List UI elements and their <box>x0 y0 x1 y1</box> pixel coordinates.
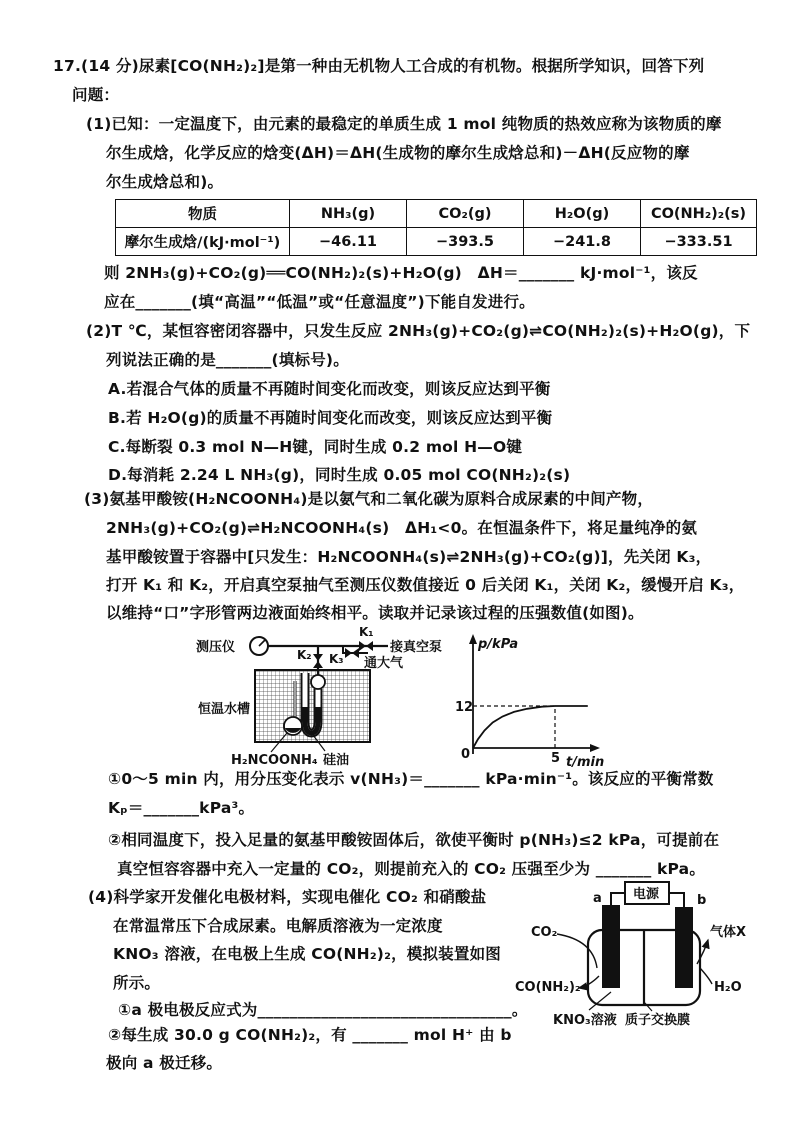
air-label: 通大气 <box>364 656 404 671</box>
part3-q1-line-1: ①0～5 min 内，用分压变化表示 v(NH₃)＝_______ kPa·min⁻¹。该反应的平衡常数 <box>108 770 714 788</box>
table-header-substance: 物质 <box>116 200 290 228</box>
valve-k3-icon <box>345 648 359 658</box>
part3-q2-line-2: 真空恒容容器中充入一定量的 CO₂，则提前充入的 CO₂ 压强至少为 _______ kPa。 <box>117 860 706 878</box>
part3-line-3: 基甲酸铵置于容器中[只发生：H₂NCOONH₄(s)⇌2NH₃(g)+CO₂(g)]，先关闭 K₃， <box>106 548 712 566</box>
oil-label: 硅油 <box>323 753 350 768</box>
table-value-row <box>116 228 757 256</box>
vacuum-label: 接真空泵 <box>390 640 443 655</box>
pressure-time-graph <box>448 626 613 771</box>
electrode-b-label: b <box>697 893 707 908</box>
y-axis-arrow-icon <box>469 634 477 644</box>
part1-blank-line: 应在_______(填“高温”“低温”或“任意温度”)下能自发进行。 <box>104 293 535 311</box>
part4-line-1: (4)科学家开发催化电极材料，实现电催化 CO₂ 和硝酸盐 <box>88 888 487 906</box>
solution-label: KNO₃溶液 <box>553 1013 617 1028</box>
bulb-icon <box>311 675 325 689</box>
valve-k2-icon <box>313 654 323 668</box>
enthalpy-co2: −393.5 <box>407 228 524 256</box>
option-c: C.每断裂 0.3 mol N—H键，同时生成 0.2 mol H—O键 <box>108 438 523 456</box>
table-header-nh3: NH₃(g) <box>290 200 407 228</box>
part3-q2-line-1: ②相同温度下，投入足量的氨基甲酸铵固体后，欲使平衡时 p(NH₃)≤2 kPa，可提前在 <box>108 831 720 849</box>
q17-intro-line-2: 问题： <box>72 86 120 104</box>
part3-line-4: 打开 K₁ 和 K₂，开启真空泵抽气至测压仪数值接近 0 后关闭 K₁，关闭 K₂，缓慢开启 K₃， <box>106 576 745 594</box>
electrode-b <box>675 907 693 988</box>
table-header-urea: CO(NH₂)₂(s) <box>641 200 757 228</box>
table-header-row <box>116 200 757 228</box>
part3-line-1: (3)氨基甲酸铵(H₂NCOONH₄)是以氨气和二氧化碳为原料合成尿素的中间产物， <box>84 490 654 508</box>
sample-label: H₂NCOONH₄ <box>231 753 318 768</box>
co2-label: CO₂ <box>531 925 558 940</box>
q17-intro-line-1: 17.(14 分)尿素[CO(NH₂)₂]是第一种由无机物人工合成的有机物。根据所学知识，回答下列 <box>53 57 705 75</box>
table-header-h2o: H₂O(g) <box>524 200 641 228</box>
enthalpy-h2o: −241.8 <box>524 228 641 256</box>
graph-xlabel: t/min <box>566 755 605 770</box>
option-a: A.若混合气体的质量不再随时间变化而改变，则该反应达到平衡 <box>108 380 551 398</box>
valve-k1-icon <box>359 641 373 651</box>
k2-label: K₂ <box>297 648 312 662</box>
part2-line-2: 列说法正确的是_______(填标号)。 <box>106 351 349 369</box>
part1-line-1: (1)已知：一定温度下，由元素的最稳定的单质生成 1 mol 纯物质的热效应称为该物质的摩 <box>86 115 722 133</box>
graph-origin: 0 <box>461 747 471 762</box>
k3-label: K₃ <box>329 652 344 666</box>
option-d: D.每消耗 2.24 L NH₃(g)，同时生成 0.05 mol CO(NH₂)₂(s) <box>108 466 571 484</box>
h2o-label: H₂O <box>714 980 742 995</box>
part3-q1-line-2: Kₚ＝_______kPa³。 <box>108 799 255 817</box>
part1-line-3: 尔生成焓总和)。 <box>106 173 224 191</box>
apparatus-figure <box>183 623 463 771</box>
part3-line-5: 以维持“口”字形管两边液面始终相平。读取并记录该过程的压强数值(如图)。 <box>106 604 644 622</box>
gasx-label: 气体X <box>710 925 747 940</box>
enthalpy-urea: −333.51 <box>641 228 757 256</box>
graph-ylabel: p/kPa <box>478 637 519 652</box>
table-header-co2: CO₂(g) <box>407 200 524 228</box>
electrode-a <box>602 905 620 988</box>
graph-xtick-5: 5 <box>551 751 561 766</box>
part4-line-3: KNO₃ 溶液，在电极上生成 CO(NH₂)₂，模拟装置如图 <box>113 945 501 963</box>
enthalpy-nh3: −46.11 <box>290 228 407 256</box>
urea-label: CO(NH₂)₂ <box>515 980 581 995</box>
x-axis-arrow-icon <box>590 744 600 752</box>
power-label: 电源 <box>633 887 660 902</box>
enthalpy-table <box>115 199 757 256</box>
graph-ytick-12: 12 <box>455 700 474 715</box>
membrane-label: 质子交换膜 <box>625 1013 691 1028</box>
part4-line-4: 所示。 <box>113 974 161 992</box>
part1-equation-line: 则 2NH₃(g)+CO₂(g)══CO(NH₂)₂(s)+H₂O(g) ΔH＝_______ kJ·mol⁻¹，该反 <box>104 264 698 282</box>
part4-q1-line: ①a 极电极反应式为________________________________。 <box>118 1001 528 1019</box>
bath-label: 恒温水槽 <box>198 702 251 717</box>
part4-line-2: 在常温常压下合成尿素。电解质溶液为一定浓度 <box>113 917 443 935</box>
electrode-a-label: a <box>593 891 602 906</box>
part4-q2-line-1: ②每生成 30.0 g CO(NH₂)₂，有 _______ mol H⁺ 由 b <box>108 1026 512 1044</box>
h2o-line <box>700 968 712 984</box>
option-b: B.若 H₂O(g)的质量不再随时间变化而改变，则该反应达到平衡 <box>108 409 553 427</box>
part2-line-1: (2)T ℃，某恒容密闭容器中，只发生反应 2NH₃(g)+CO₂(g)⇌CO(NH₂)₂(s)+H₂O(g)，下 <box>86 322 751 340</box>
gauge-label: 测压仪 <box>196 640 236 655</box>
wire-right <box>669 893 684 908</box>
pressure-curve <box>473 706 588 748</box>
part4-q2-line-2: 极向 a 极迁移。 <box>106 1054 223 1072</box>
part1-line-2: 尔生成焓，化学反应的焓变(ΔH)＝ΔH(生成物的摩尔生成焓总和)－ΔH(反应物的摩 <box>106 144 690 162</box>
electrolysis-figure <box>513 874 798 1034</box>
part3-line-2: 2NH₃(g)+CO₂(g)⇌H₂NCOONH₄(s) ΔH₁<0。在恒温条件下，将足量纯净的氨 <box>106 519 698 537</box>
k1-label: K₁ <box>359 625 374 639</box>
table-row-label: 摩尔生成焓/(kJ·mol⁻¹) <box>116 228 290 256</box>
